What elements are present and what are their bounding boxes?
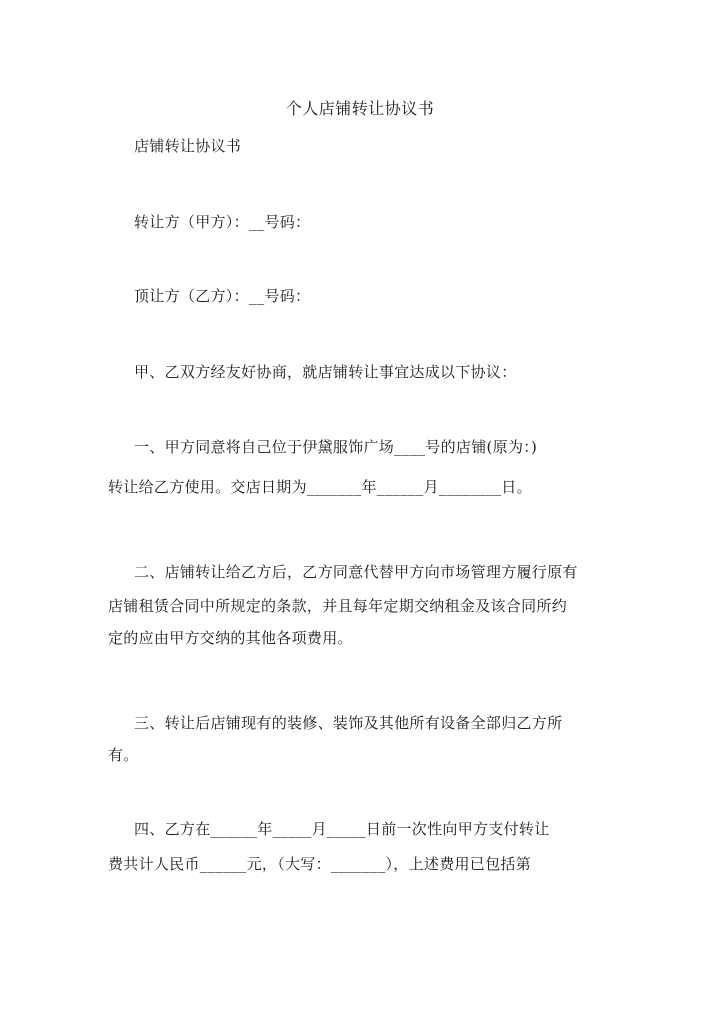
subtitle-line: 店铺转让协议书 [134,137,242,155]
transferor-line: 转让方（甲方）：__号码： [134,213,311,231]
clause-1-line-1: 一、甲方同意将自己位于伊黛服饰广场____号的店铺(原为：) [134,438,538,456]
clause-1-line-2: 转让给乙方使用。交店日期为_______年______月________日。 [108,478,532,496]
transferee-line: 顶让方（乙方）：__号码： [134,287,311,305]
clause-3-line-2: 有。 [108,746,139,764]
preamble-line: 甲、乙双方经友好协商，就店铺转让事宜达成以下协议： [134,363,517,381]
clause-4-line-1: 四、乙方在______年_____月_____日前一次性向甲方支付转让 [134,820,550,838]
clause-2-line-3: 定的应由甲方交纳的其他各项费用。 [108,629,353,647]
document-title: 个人店铺转让协议书 [285,99,435,118]
clause-3-line-1: 三、转让后店铺现有的装修、装饰及其他所有设备全部归乙方所 [134,714,563,732]
clause-2-line-1: 二、店铺转让给乙方后，乙方同意代替甲方向市场管理方履行原有 [134,563,578,581]
clause-4-line-2: 费共计人民币______元，（大写：_______），上述费用已包括第 [108,855,532,873]
clause-2-line-2: 店铺租赁合同中所规定的条款，并且每年定期交纳租金及该合同所约 [108,597,568,615]
